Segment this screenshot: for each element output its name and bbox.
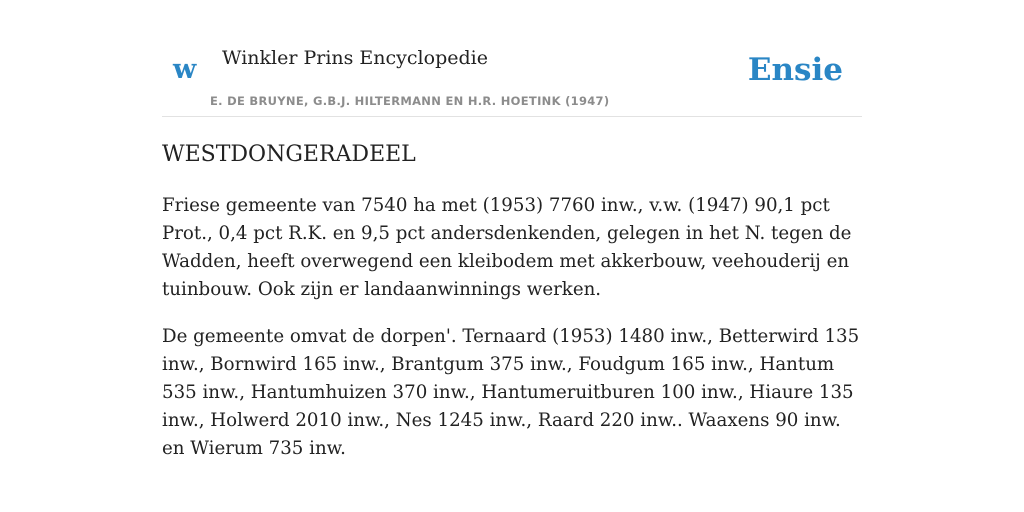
winkler-prins-logo[interactable]: w — [173, 54, 197, 85]
article-paragraph-1: Friese gemeente van 7540 ha met (1953) 7760 inw., v.w. (1947) 90,1 pct Prot., 0,4 pct R.K. en 9,5 pct andersdenkenden, gelegen in het N. tegen de Wadden, heeft overwegend een kleibodem met akkerbouw, veehouderij en tuinbouw. Ook zijn er landaanwinnings werken. — [162, 195, 852, 300]
article-body — [162, 192, 862, 482]
ensie-logo-link[interactable]: Ensie — [747, 52, 843, 88]
publication-title-link[interactable]: Winkler Prins Encyclopedie — [222, 47, 488, 69]
article-paragraph-2: De gemeente omvat de dorpen'. Ternaard (1953) 1480 inw., Betterwird 135 inw., Bornwird 165 inw., Brantgum 375 inw., Foudgum 165 inw., Hantum 535 inw., Hantumhuizen 370 inw., Hantumeruitburen 100 inw., Hiaure 135 inw., Holwerd 2010 inw., Nes 1245 inw., Raard 220 inw.. Waaxens 90 inw. en Wierum 735 inw. — [162, 326, 860, 459]
entry-title: WESTDONGERADEEL — [162, 142, 416, 167]
authors-link[interactable]: E. DE BRUYNE, G.B.J. HILTERMANN EN H.R. HOETINK (1947) — [210, 94, 610, 108]
header — [162, 0, 862, 117]
page — [162, 0, 862, 512]
